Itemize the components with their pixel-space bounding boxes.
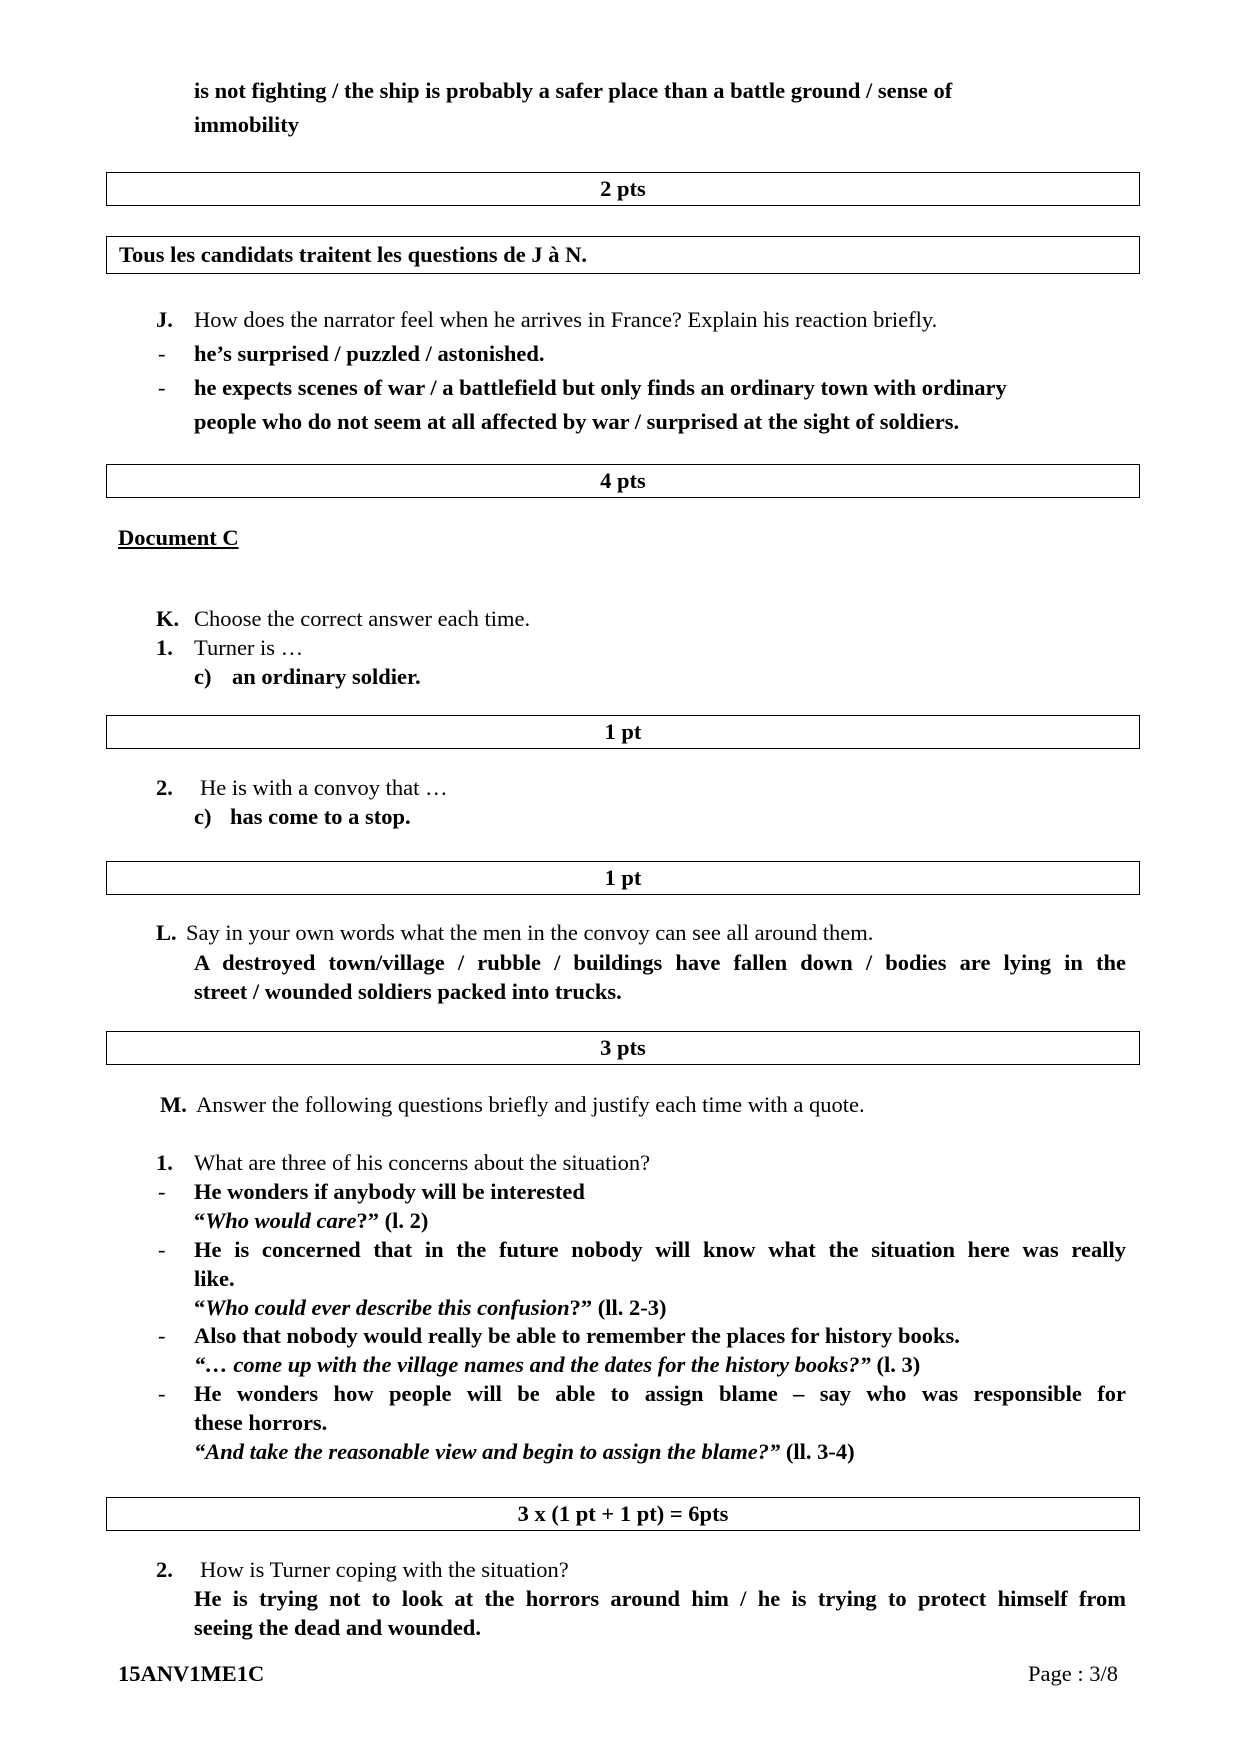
question-m1-answer4-quote bbox=[194, 1437, 855, 1467]
question-k1-number: 1. bbox=[156, 635, 173, 660]
question-k2-text: He is with a convoy that … bbox=[200, 775, 448, 800]
question-m1-answer2-line2: like. bbox=[194, 1266, 235, 1291]
question-m1-answer1: He wonders if anybody will be interested bbox=[194, 1179, 585, 1204]
quote-text: “And take the reasonable view and begin to assign the blame?” bbox=[194, 1439, 781, 1464]
dash-bullet: - bbox=[158, 1381, 166, 1406]
question-m1-answer3-quote bbox=[194, 1350, 920, 1380]
question-m1-answer4-line2: these horrors. bbox=[194, 1410, 328, 1435]
question-j-answer2-line2: people who do not seem at all affected by war / surprised at the sight of soldiers. bbox=[194, 409, 960, 434]
question-l-answer-line2: street / wounded soldiers packed into trucks. bbox=[194, 979, 622, 1004]
question-m-text: Answer the following questions briefly and justify each time with a quote. bbox=[196, 1092, 865, 1117]
dash-bullet: - bbox=[158, 375, 166, 400]
question-m1-text: What are three of his concerns about the situation? bbox=[194, 1150, 651, 1175]
answer-continuation-line1: is not fighting / the ship is probably a safer place than a battle ground / sense of bbox=[194, 78, 953, 103]
question-l-text: Say in your own words what the men in the convoy can see all around them. bbox=[186, 920, 874, 945]
quote-ref: (ll. 3-4) bbox=[780, 1439, 855, 1464]
score-box-k2: 1 pt bbox=[106, 861, 1140, 895]
score-box-k1: 1 pt bbox=[106, 715, 1140, 749]
dash-bullet: - bbox=[158, 1237, 166, 1262]
question-k-label: K. bbox=[156, 606, 180, 631]
question-k1-answer: an ordinary soldier. bbox=[232, 664, 421, 689]
quote-close: ?” (ll. 2-3) bbox=[569, 1295, 667, 1320]
question-j-answer1: he’s surprised / puzzled / astonished. bbox=[194, 341, 545, 366]
quote-open: “ bbox=[194, 1295, 206, 1320]
question-m1-number: 1. bbox=[156, 1150, 173, 1175]
question-m1-answer3: Also that nobody would really be able to remember the places for history books. bbox=[194, 1323, 960, 1348]
question-m2-answer-line1: He is trying not to look at the horrors around him / he is trying to protect himself from bbox=[194, 1586, 1126, 1611]
question-m2-answer-line2: seeing the dead and wounded. bbox=[194, 1615, 481, 1640]
answer-continuation-line2: immobility bbox=[194, 112, 299, 137]
quote-open: “ bbox=[194, 1208, 206, 1233]
quote-ref: (l. 3) bbox=[870, 1352, 921, 1377]
question-k1-answer-letter: c) bbox=[194, 664, 212, 689]
question-k-text: Choose the correct answer each time. bbox=[194, 606, 531, 631]
quote-text: “… come up with the village names and the dates for the history books?” bbox=[194, 1352, 871, 1377]
question-k1-text: Turner is … bbox=[194, 635, 304, 660]
question-j-text: How does the narrator feel when he arrives in France? Explain his reaction briefly. bbox=[194, 307, 938, 332]
question-m1-answer2-line1: He is concerned that in the future nobody will know what the situation here was really bbox=[194, 1237, 1126, 1262]
question-j-label: J. bbox=[156, 307, 173, 332]
quote-text: Who could ever describe this confusion bbox=[205, 1295, 570, 1320]
question-m2-text: How is Turner coping with the situation? bbox=[200, 1557, 569, 1582]
dash-bullet: - bbox=[158, 341, 166, 366]
dash-bullet: - bbox=[158, 1179, 166, 1204]
section-heading-document-c: Document C bbox=[118, 525, 239, 550]
footer-page-number: Page : 3/8 bbox=[1028, 1661, 1118, 1686]
question-k2-answer: has come to a stop. bbox=[230, 804, 411, 829]
dash-bullet: - bbox=[158, 1323, 166, 1348]
question-m1-answer1-quote bbox=[194, 1206, 428, 1236]
quote-close: ?” (l. 2) bbox=[356, 1208, 429, 1233]
question-m1-answer2-quote bbox=[194, 1293, 667, 1323]
question-l-label: L. bbox=[156, 920, 177, 945]
question-m-label: M. bbox=[160, 1092, 187, 1117]
footer-exam-code: 15ANV1ME1C bbox=[118, 1661, 265, 1686]
instruction-box: Tous les candidats traitent les questions de J à N. bbox=[106, 236, 1140, 274]
score-box-j: 4 pts bbox=[106, 464, 1140, 498]
quote-text: Who would care bbox=[205, 1208, 357, 1233]
score-box-i: 2 pts bbox=[106, 172, 1140, 206]
question-m2-number: 2. bbox=[156, 1557, 173, 1582]
question-k2-answer-letter: c) bbox=[194, 804, 212, 829]
score-box-l: 3 pts bbox=[106, 1031, 1140, 1065]
question-j-answer2-line1: he expects scenes of war / a battlefield but only finds an ordinary town with ordinary bbox=[194, 375, 1007, 400]
question-l-answer-line1: A destroyed town/village / rubble / buildings have fallen down / bodies are lying in the bbox=[194, 950, 1126, 975]
question-k2-number: 2. bbox=[156, 775, 173, 800]
score-box-m1: 3 x (1 pt + 1 pt) = 6pts bbox=[106, 1497, 1140, 1531]
question-m1-answer4-line1: He wonders how people will be able to assign blame – say who was responsible for bbox=[194, 1381, 1126, 1406]
